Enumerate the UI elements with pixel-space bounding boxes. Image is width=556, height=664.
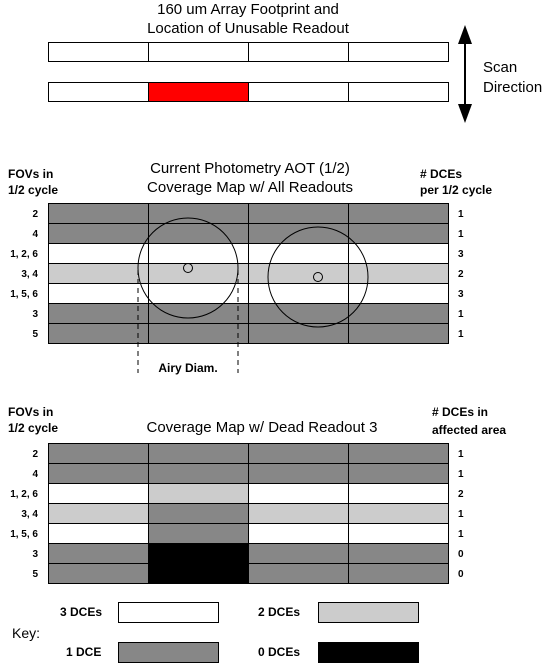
map2-cell [249,484,349,504]
map2-cell [149,444,249,464]
map2-fov-label: 1, 5, 6 [10,529,38,540]
key-item-label: 2 DCEs [258,605,301,619]
map2-cell [349,484,449,504]
map1-dce-count: 1 [458,329,464,340]
map2-cell [249,564,349,584]
map2-left-header-line1: FOVs in [8,405,54,419]
map1-cell [149,284,249,304]
map2-dce-count: 0 [458,549,464,560]
map2-fov-label: 5 [32,569,38,580]
key-swatch [119,603,219,623]
key-swatch [319,603,419,623]
map2-cell [349,444,449,464]
key-item-label: 0 DCEs [258,645,301,659]
map1-right-header-line2: per 1/2 cycle [420,183,493,197]
map1-cell [349,224,449,244]
map1-right-header-line1: # DCEs [420,167,463,181]
map2-cell [349,524,449,544]
map1-left-header-line2: 1/2 cycle [8,183,59,197]
map1-cell [349,284,449,304]
map1-fov-label: 5 [32,329,38,340]
map2-cell [49,484,149,504]
map2-fov-label: 3, 4 [21,509,38,520]
map2-fov-label: 3 [32,549,38,560]
map2-title: Coverage Map w/ Dead Readout 3 [146,419,378,436]
scan-direction-arrow [458,25,472,123]
map1-dce-count: 1 [458,209,464,220]
map1-cell [149,264,249,284]
map1-cell [49,204,149,224]
map2-dce-count: 1 [458,509,464,520]
map2-cell [349,504,449,524]
map2-fov-label: 1, 2, 6 [10,489,38,500]
footprint-top-cell-3 [249,43,349,62]
map2-cell [349,544,449,564]
map2-cell [49,544,149,564]
map1-fov-label: 2 [32,209,38,220]
map1-cell [249,304,349,324]
map1-cell [49,304,149,324]
scan-label-line1: Scan [483,59,518,76]
footprint-top-cell-1 [49,43,149,62]
map1-dce-count: 3 [458,249,464,260]
airy-diameter-label: Airy Diam. [158,361,218,375]
map2-cell [249,524,349,544]
coverage-map-all-readouts [10,204,464,344]
map1-cell [49,324,149,344]
coverage-map-dead-readout [10,444,464,584]
map2-fov-label: 4 [32,469,38,480]
map1-cell [49,244,149,264]
map2-cell [149,464,249,484]
footprint-bar-top [49,43,449,62]
scan-label-line2: Direction [483,79,543,96]
map2-cell [49,564,149,584]
footprint-top-cell-2 [149,43,249,62]
map1-left-header-line1: FOVs in [8,167,54,181]
footprint-bottom-cell-4 [349,83,449,102]
map2-dce-count: 1 [458,469,464,480]
map2-dce-count: 1 [458,449,464,460]
map1-cell [349,264,449,284]
map1-dce-count: 2 [458,269,464,280]
map2-fov-label: 2 [32,449,38,460]
map2-cell [149,564,249,584]
map1-title-line2: Coverage Map w/ All Readouts [147,179,353,196]
map1-cell [49,224,149,244]
map1-cell [249,324,349,344]
map1-fov-label: 4 [32,229,38,240]
map2-right-header-line1: # DCEs in [432,405,489,419]
map2-cell [49,524,149,544]
map2-cell [249,504,349,524]
map2-dce-count: 0 [458,569,464,580]
footprint-bar-bottom [49,83,449,102]
map2-cell [49,464,149,484]
map1-fov-label: 1, 2, 6 [10,249,38,260]
map1-cell [49,284,149,304]
footprint-bottom-cell-2 [149,83,249,102]
map1-cell [249,204,349,224]
map2-cell [349,564,449,584]
map2-cell [149,544,249,564]
map1-cell [149,304,249,324]
map2-right-header-line2: affected area [432,423,507,437]
map2-cell [249,464,349,484]
map1-cell [249,224,349,244]
map1-cell [349,204,449,224]
map1-dce-count: 1 [458,229,464,240]
footprint-title-line2: Location of Unusable Readout [147,20,349,37]
map1-cell [149,224,249,244]
key-swatch [119,643,219,663]
legend-key [60,603,419,663]
footprint-bottom-cell-3 [249,83,349,102]
map1-fov-label: 1, 5, 6 [10,289,38,300]
map2-dce-count: 2 [458,489,464,500]
map1-cell [149,204,249,224]
map1-fov-label: 3 [32,309,38,320]
map1-dce-count: 1 [458,309,464,320]
map1-title-line1: Current Photometry AOT (1/2) [150,160,350,177]
map2-cell [149,484,249,504]
map2-cell [249,444,349,464]
map2-cell [49,504,149,524]
key-item-label: 1 DCE [66,645,102,659]
map2-cell [49,444,149,464]
map2-left-header-line2: 1/2 cycle [8,421,59,435]
map1-cell [249,284,349,304]
map1-cell [349,324,449,344]
map1-cell [349,244,449,264]
footprint-title-line1: 160 um Array Footprint and [157,1,339,18]
map1-dce-count: 3 [458,289,464,300]
map2-cell [149,524,249,544]
map1-cell [149,324,249,344]
footprint-bottom-cell-1 [49,83,149,102]
key-swatch [319,643,419,663]
map1-cell [249,264,349,284]
footprint-top-cell-4 [349,43,449,62]
map2-cell [149,504,249,524]
map2-cell [249,544,349,564]
key-item-label: 3 DCEs [60,605,103,619]
map2-dce-count: 1 [458,529,464,540]
map1-cell [249,244,349,264]
key-label: Key: [12,625,41,641]
map2-cell [349,464,449,484]
map1-cell [49,264,149,284]
map1-fov-label: 3, 4 [21,269,38,280]
map1-cell [349,304,449,324]
